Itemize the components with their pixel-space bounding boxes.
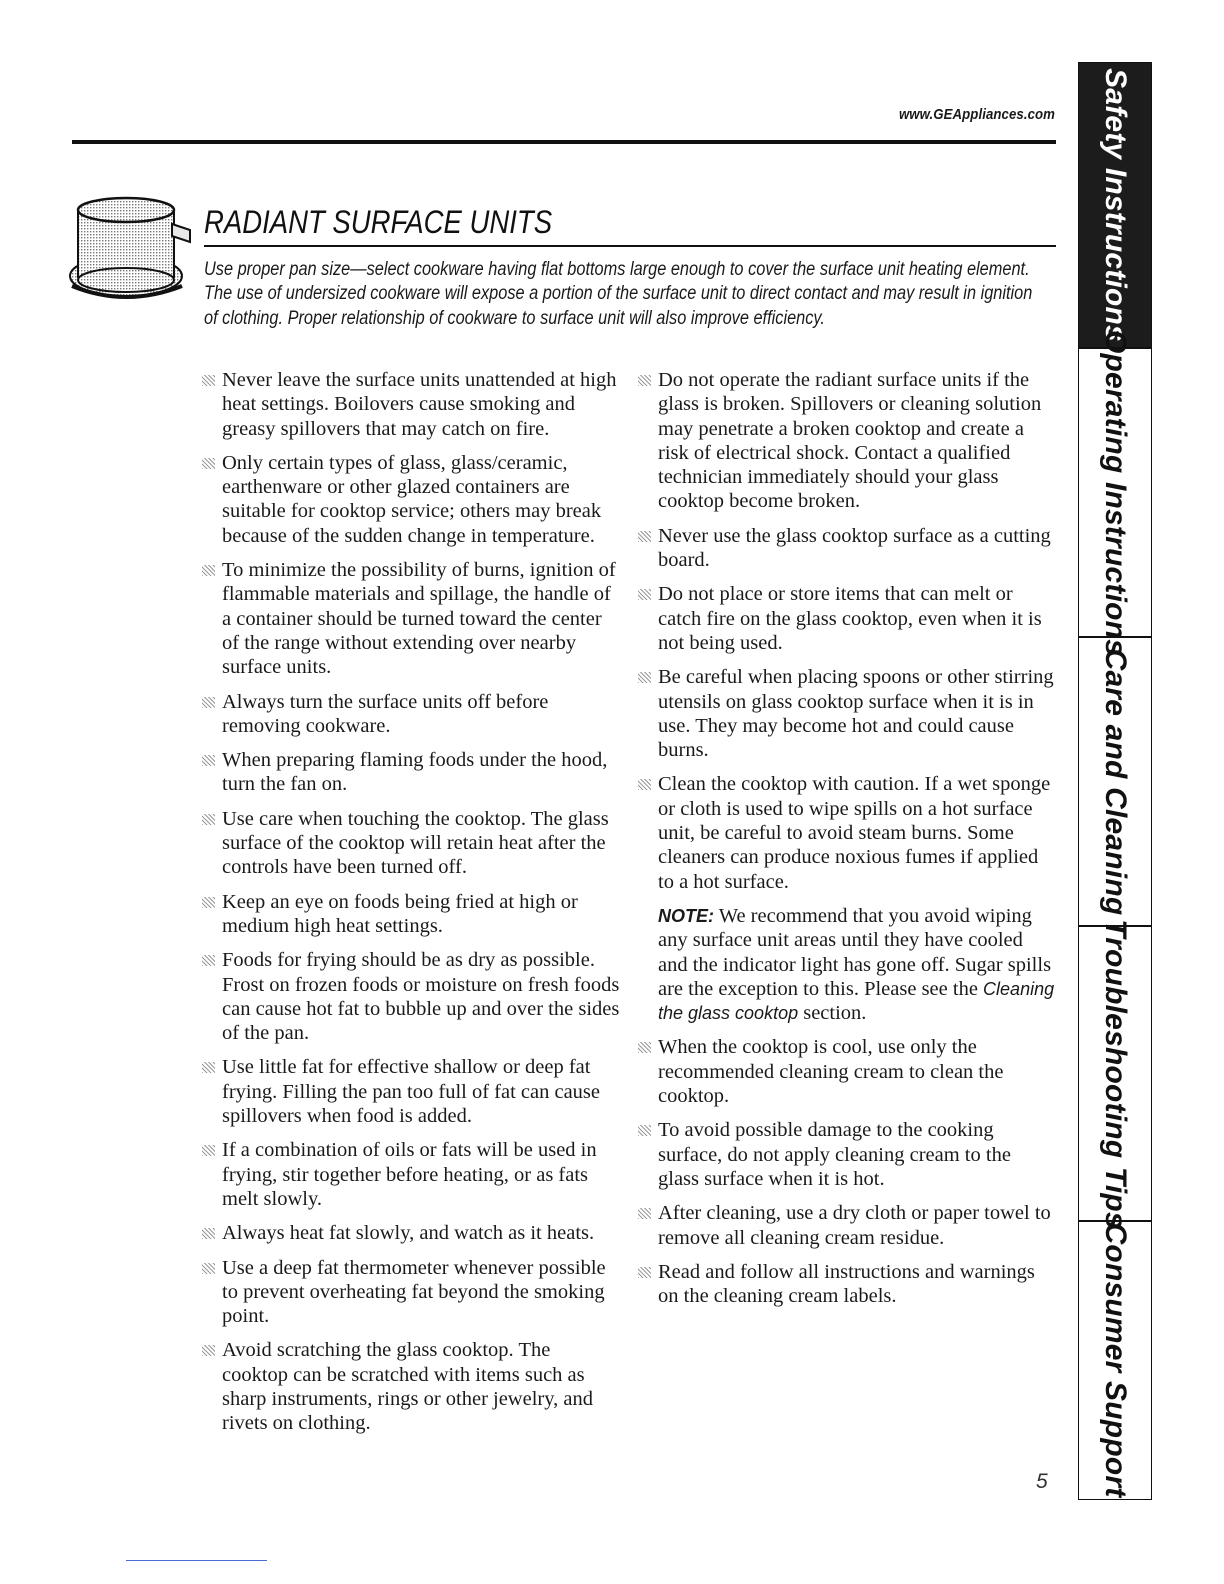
safety-item xyxy=(200,807,620,880)
tab-care-and-cleaning[interactable] xyxy=(1079,638,1151,927)
safety-item xyxy=(200,1338,620,1435)
safety-item-text: Do not place or store items that can melt or catch fire on the glass cooktop, even when it is not being used. xyxy=(658,583,1042,654)
footer-line xyxy=(126,1560,267,1561)
bullet-icon xyxy=(202,1263,215,1274)
safety-item xyxy=(200,368,620,441)
bullet-icon xyxy=(638,531,651,542)
bullet-icon xyxy=(202,697,215,708)
bullet-icon xyxy=(638,375,651,386)
safety-item-text: If a combination of oils or fats will be used in frying, stir together before heating, or as fats melt slowly. xyxy=(222,1139,597,1210)
bullet-icon xyxy=(638,1208,651,1219)
safety-item-text: Always heat fat slowly, and watch as it heats. xyxy=(222,1222,595,1245)
safety-item xyxy=(200,748,620,797)
tab-safety-instructions[interactable] xyxy=(1079,63,1151,349)
safety-item xyxy=(636,1201,1056,1250)
safety-item-text: Foods for frying should be as dry as possible. Frost on frozen foods or moisture on fresh foods can cause hot fat to bubble up and over the sides of the pan. xyxy=(222,949,620,1045)
tab-label: Troubleshooting Tips xyxy=(1099,918,1132,1229)
page-number: 5 xyxy=(1036,1470,1048,1493)
safety-item xyxy=(636,1118,1056,1191)
bullet-icon xyxy=(638,1267,651,1278)
title-rule xyxy=(204,245,1056,247)
section-intro: Use proper pan size—select cookware having flat bottoms large enough to cover the surface unit heating element. The use of undersized cookware will expose a portion of the surface unit to direct contact and may result in ignition of clothing. Proper relationship of cookware to surface unit will also improve efficiency. xyxy=(204,259,1033,329)
cookware-pot-icon xyxy=(66,186,196,302)
section-title: RADIANT SURFACE UNITS xyxy=(204,204,553,240)
safety-item xyxy=(200,890,620,939)
safety-item-text: When preparing flaming foods under the hood, turn the fan on. xyxy=(222,749,608,796)
safety-item-text: Use a deep fat thermometer whenever possible to prevent overheating fat beyond the smoking point. xyxy=(222,1256,606,1328)
safety-item xyxy=(200,1055,620,1128)
tab-label: Care and Cleaning xyxy=(1099,648,1132,915)
bullet-icon xyxy=(202,814,215,825)
safety-item-text: Avoid scratching the glass cooktop. The cooktop can be scratched with items such as sharp instruments, rings or other jewelry, and rivets on clothing. xyxy=(222,1339,594,1435)
tab-operating-instructions[interactable] xyxy=(1079,329,1151,656)
safety-item-text: When the cooktop is cool, use only the recommended cleaning cream to clean the cooktop. xyxy=(658,1036,1004,1108)
tab-consumer-support[interactable] xyxy=(1079,1222,1151,1498)
safety-item xyxy=(636,772,1056,893)
safety-item xyxy=(636,524,1056,573)
tab-label: Safety Instructions xyxy=(1099,68,1132,342)
safety-item-text: Do not operate the radiant surface units if the glass is broken. Spillovers or cleaning solution may penetrate a broken cooktop and create a risk of electrical shock. Contact a qualified technician immediately should your glass cooktop become broken. xyxy=(658,369,1042,513)
safety-item xyxy=(200,1221,620,1245)
safety-item xyxy=(200,451,620,548)
bullet-icon xyxy=(202,955,215,966)
safety-item xyxy=(200,1138,620,1211)
tab-label: Consumer Support xyxy=(1099,1222,1132,1498)
safety-item xyxy=(636,1260,1056,1309)
safety-item-text: Never use the glass cooktop surface as a cutting board. xyxy=(658,524,1051,572)
bullet-icon xyxy=(638,779,651,790)
bullet-icon xyxy=(202,1145,215,1156)
bullet-icon xyxy=(638,1125,651,1136)
bullet-icon xyxy=(638,1042,651,1053)
safety-item-text: Be careful when placing spoons or other stirring utensils on glass cooktop surface when it is in use. They may become hot and could cause burns. xyxy=(658,666,1054,762)
safety-item-text: To avoid possible damage to the cooking surface, do not apply cleaning cream to the glass surface when it is hot. xyxy=(658,1119,1011,1190)
bullet-icon xyxy=(202,1062,215,1073)
bullet-icon xyxy=(638,589,651,600)
safety-item xyxy=(200,558,620,679)
safety-item xyxy=(200,690,620,739)
bullet-icon xyxy=(202,458,215,469)
safety-item-text: Keep an eye on foods being fried at high or medium high heat settings. xyxy=(222,890,578,937)
bullet-icon xyxy=(202,565,215,576)
safety-item xyxy=(636,368,1056,514)
safety-item-text: After cleaning, use a dry cloth or paper towel to remove all cleaning cream residue. xyxy=(658,1202,1051,1249)
safety-item-text: Clean the cooktop with caution. If a wet sponge or cloth is used to wipe spills on a hot surface unit, be careful to avoid steam burns. Some cleaners can produce noxious fumes if applied to a hot surface. xyxy=(658,773,1051,893)
safety-item xyxy=(200,948,620,1045)
safety-item-text: Use little fat for effective shallow or deep fat frying. Filling the pan too full of fat can cause spillovers when food is added. xyxy=(222,1056,601,1128)
note-label: NOTE: xyxy=(658,905,714,926)
note-paragraph xyxy=(636,904,1056,1025)
safety-item xyxy=(636,582,1056,655)
bullet-icon xyxy=(202,1345,215,1356)
header-rule xyxy=(72,140,1056,144)
section-tabs xyxy=(1078,62,1152,1500)
right-column xyxy=(636,368,1056,1318)
note-text-end: section. xyxy=(798,1002,867,1025)
safety-item xyxy=(636,1035,1056,1108)
website-url: www.GEAppliances.com xyxy=(898,106,1055,123)
bullet-icon xyxy=(202,755,215,766)
safety-item xyxy=(636,665,1056,762)
safety-item-text: Only certain types of glass, glass/ceramic, earthenware or other glazed containers are suitable for cooktop service; others may break because of the sudden change in temperature. xyxy=(222,451,602,547)
safety-item-text: To minimize the possibility of burns, ignition of flammable materials and spillage, the handle of a container should be turned toward the center of the range without extending over nearby surface units. xyxy=(222,559,616,679)
tab-label: Operating Instructions xyxy=(1099,329,1132,656)
safety-item-text: Read and follow all instructions and warnings on the cleaning cream labels. xyxy=(658,1260,1035,1308)
note-section-reference: Cleaning the glass cooktop xyxy=(658,978,1055,1024)
safety-item-text: Use care when touching the cooktop. The glass surface of the cooktop will retain heat after the controls have been turned off. xyxy=(222,807,609,879)
safety-item-text: Never leave the surface units unattended at high heat settings. Boilovers cause smoking and greasy spillovers that may catch on fire. xyxy=(222,369,617,440)
bullet-icon xyxy=(202,375,215,386)
bullet-icon xyxy=(202,1228,215,1239)
tab-troubleshooting-tips[interactable] xyxy=(1079,918,1151,1229)
bullet-icon xyxy=(638,672,651,683)
safety-item xyxy=(200,1256,620,1329)
bullet-icon xyxy=(202,897,215,908)
note-text: We recommend that you avoid wiping any surface unit areas until they have cooled and the indicator light has gone off. Sugar spills are the exception to this. Please see the xyxy=(658,904,1052,1000)
safety-item-text: Always turn the surface units off before removing cookware. xyxy=(222,690,549,737)
left-column xyxy=(200,368,620,1446)
